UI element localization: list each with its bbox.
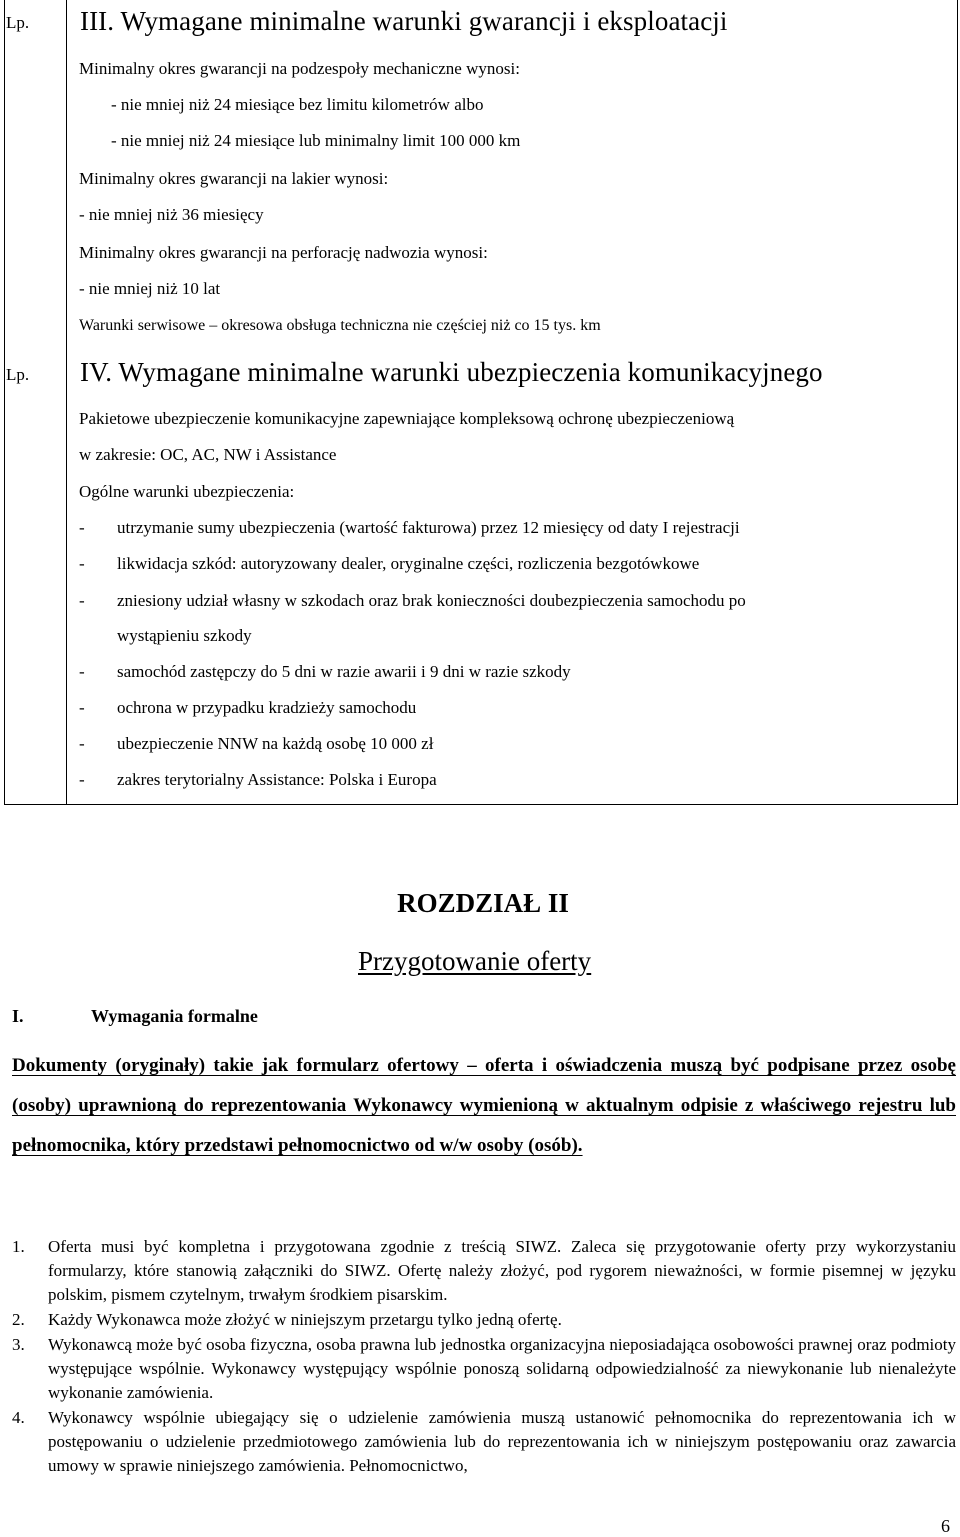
list-item	[12, 1406, 956, 1478]
chapter-title	[0, 888, 960, 919]
list-item-number: 1.	[12, 1237, 25, 1256]
section-iii-heading: III. Wymagane minimalne warunki gwarancji i eksploatacji	[80, 6, 728, 36]
lp-label: Lp.	[6, 365, 30, 384]
bullet-dash: -	[79, 591, 85, 610]
chapter-title-text: ROZDZIAŁ II	[397, 888, 569, 918]
section-iii-line: - nie mniej niż 36 miesięcy	[79, 205, 264, 224]
section-iii-line: Warunki serwisowe – okresowa obsługa techniczna nie częściej niż co 15 tys. km	[79, 317, 601, 334]
list-item	[12, 1333, 956, 1405]
section-iv-intro: Ogólne warunki ubezpieczenia:	[79, 482, 295, 501]
list-item-number: 3.	[12, 1335, 25, 1354]
section-iii-line: Minimalny okres gwarancji na lakier wynosi:	[79, 169, 389, 188]
section-iii-line: - nie mniej niż 24 miesiące lub minimalny limit 100 000 km	[111, 131, 521, 150]
requirements-number: I.	[12, 1006, 24, 1026]
bullet-item-continuation: wystąpieniu szkody	[117, 626, 252, 645]
formal-requirements-paragraph: Dokumenty (oryginały) takie jak formularz ofertowy – oferta i oświadczenia muszą być podpisane przez osobę (osoby) uprawnioną do reprezentowania Wykonawcy wymienioną w aktualnym odpisie z właściwego rejestru lub pełnomocnika, który przedstawi pełnomocnictwo od w/w osoby (osób).	[12, 1055, 956, 1156]
bullet-dash: -	[79, 554, 85, 573]
bullet-item: ochrona w przypadku kradzieży samochodu	[117, 698, 417, 717]
list-item-number: 4.	[12, 1408, 25, 1427]
list-item-text: Wykonawcą może być osoba fizyczna, osoba prawna lub jednostka organizacyjna nieposiadająca osobowości prawnej oraz podmioty występujące wspólnie. Wykonawcy występujący wspólnie ponoszą solidarną odpowiedzialność za niewykonanie lub nienależyte wykonanie zamówienia.	[48, 1335, 956, 1402]
section-iv-intro: w zakresie: OC, AC, NW i Assistance	[79, 445, 337, 464]
table-column-divider	[66, 0, 67, 804]
section-iii-line: Minimalny okres gwarancji na perforację nadwozia wynosi:	[79, 243, 488, 262]
section-iii-line: - nie mniej niż 24 miesiące bez limitu kilometrów albo	[111, 95, 484, 114]
lp-label: Lp.	[6, 13, 30, 32]
requirements-heading: Wymagania formalne	[91, 1006, 258, 1026]
section-iv-heading: IV. Wymagane minimalne warunki ubezpieczenia komunikacyjnego	[80, 357, 823, 387]
bullet-dash: -	[79, 770, 85, 789]
list-item	[12, 1235, 956, 1307]
list-item-text: Oferta musi być kompletna i przygotowana zgodnie z treścią SIWZ. Zaleca się przygotowanie oferty przy wykorzystaniu formularzy, które stanowią załączniki do SIWZ. Ofertę należy złożyć, pod rygorem nieważności, w formie pisemnej w języku polskim, pismem czytelnym, trwałym środkiem pisarskim.	[48, 1237, 956, 1304]
chapter-subtitle: Przygotowanie oferty	[358, 946, 592, 976]
bullet-item: zniesiony udział własny w szkodach oraz brak konieczności doubezpieczenia samochodu po	[117, 591, 746, 610]
list-item-number: 2.	[12, 1310, 25, 1329]
section-iii-line: - nie mniej niż 10 lat	[79, 279, 221, 298]
numbered-list	[12, 1235, 956, 1479]
list-item	[12, 1308, 956, 1332]
list-item-text: Każdy Wykonawca może złożyć w niniejszym przetargu tylko jedną ofertę.	[48, 1310, 562, 1329]
bullet-item: likwidacja szkód: autoryzowany dealer, oryginalne części, rozliczenia bezgotówkowe	[117, 554, 700, 573]
section-iii-line: Minimalny okres gwarancji na podzespoły mechaniczne wynosi:	[79, 59, 520, 78]
list-item-text: Wykonawcy wspólnie ubiegający się o udzielenie zamówienia muszą ustanowić pełnomocnika do reprezentowania ich w postępowaniu o udzielenie przedmiotowego zamówienia lub do reprezentowania ich w niniejszym postępowaniu oraz zawarcia umowy w sprawie niniejszego zamówienia. Pełnomocnictwo,	[48, 1408, 956, 1475]
bullet-dash: -	[79, 698, 85, 717]
section-iv-intro: Pakietowe ubezpieczenie komunikacyjne zapewniające kompleksową ochronę ubezpieczeniową	[79, 409, 735, 428]
requirements-table	[4, 0, 958, 805]
bullet-dash: -	[79, 518, 85, 537]
bullet-item: samochód zastępczy do 5 dni w razie awarii i 9 dni w razie szkody	[117, 662, 571, 681]
bullet-item: ubezpieczenie NNW na każdą osobę 10 000 zł	[117, 734, 434, 753]
bullet-item: utrzymanie sumy ubezpieczenia (wartość fakturowa) przez 12 miesięcy od daty I rejestracji	[117, 518, 740, 537]
page-number: 6	[941, 1516, 950, 1536]
bullet-item: zakres terytorialny Assistance: Polska i Europa	[117, 770, 437, 789]
bullet-dash: -	[79, 662, 85, 681]
bullet-dash: -	[79, 734, 85, 753]
